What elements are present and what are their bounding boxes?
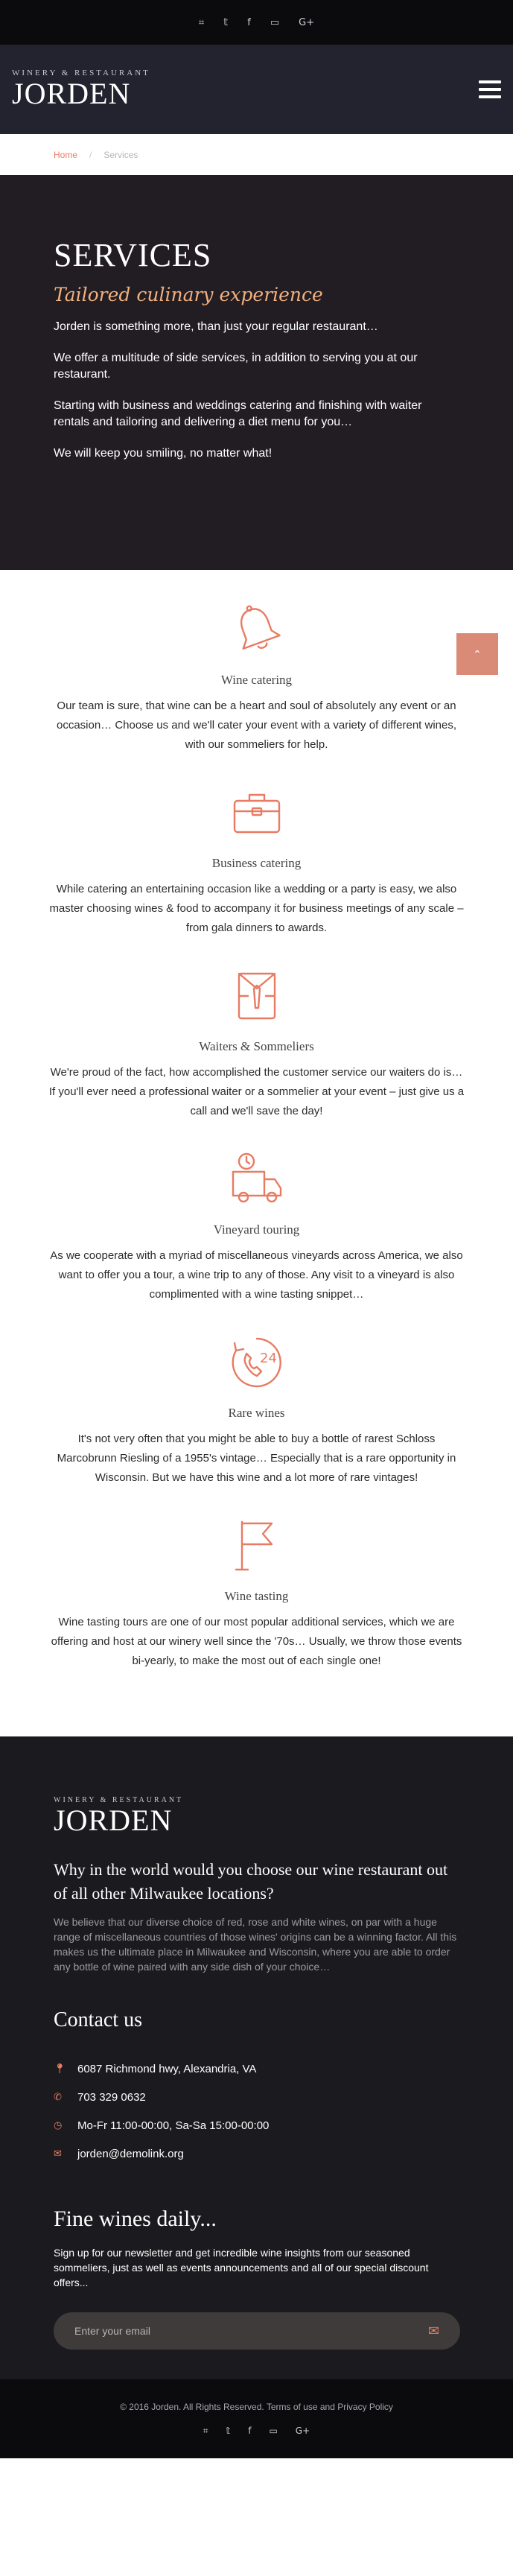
- twitter-icon[interactable]: 𝕥: [223, 16, 229, 28]
- menu-bar: [479, 95, 501, 98]
- service-text: Wine tasting tours are one of our most popular additional services, which we are offering and host at our winery well since the '70s… Usually, we throw those events bi-yearly, to make the most out of each single one!: [51, 1616, 462, 1667]
- hero-paragraph: Starting with business and weddings catering and finishing with waiter rentals and tailoring and delivering a diet menu for you…: [54, 399, 422, 428]
- email-input[interactable]: [74, 2325, 372, 2337]
- copyright-text: © 2016 Jorden. All Rights Reserved.: [120, 2401, 264, 2412]
- google-plus-icon[interactable]: G+: [295, 2425, 310, 2436]
- footer-logo[interactable]: [54, 1796, 459, 1837]
- newsletter-heading: Fine wines daily...: [54, 2207, 217, 2231]
- site-logo[interactable]: [12, 69, 150, 110]
- breadcrumb-separator: /: [89, 149, 92, 160]
- hero-section: [0, 175, 513, 570]
- hero-paragraph: We will keep you smiling, no matter what!: [54, 447, 273, 460]
- phone-24-icon: [227, 1333, 287, 1392]
- page-title: SERVICES: [54, 237, 212, 273]
- service-text: Our team is sure, that wine can be a heart and soul of absolutely any event or an occasion… Choose us and we'll cater your event with a variety of different wines, with our sommeliers for help.: [56, 699, 457, 751]
- delivery-truck-icon: [227, 1149, 287, 1209]
- menu-bar: [479, 88, 501, 91]
- subscribe-mail-icon[interactable]: ✉: [427, 2323, 439, 2339]
- flickr-icon[interactable]: ▭: [269, 2425, 278, 2436]
- flickr-icon[interactable]: ▭: [270, 16, 280, 28]
- service-item: [48, 600, 465, 755]
- newsletter-text: Sign up for our newsletter and get incredible wine insights from our seasoned sommeliers, just as well as events announcements and all of our special discount offers...: [54, 2247, 429, 2288]
- facebook-icon[interactable]: f: [248, 2425, 252, 2436]
- contact-phone[interactable]: [54, 2083, 459, 2111]
- hero-paragraph: We offer a multitude of side services, in addition to serving you at our restaurant.: [54, 352, 418, 381]
- clock-icon: ◷: [54, 2119, 63, 2131]
- bottom-bar: [0, 2379, 513, 2458]
- google-plus-icon[interactable]: G+: [299, 16, 315, 28]
- service-item: [48, 1333, 465, 1488]
- contact-text: Mo-Fr 11:00-00:00, Sa-Sa 15:00-00:00: [77, 2119, 270, 2132]
- service-title: Vineyard touring: [213, 1222, 300, 1237]
- contact-address: [54, 2055, 459, 2083]
- service-item: [48, 1516, 465, 1671]
- logo-tagline: WINERY & RESTAURANT: [54, 1796, 184, 1804]
- bottom-social-icons: [203, 2426, 310, 2437]
- footer-about-text: We believe that our diverse choice of red, rose and white wines, on par with a huge range of miscellaneous countries of those wines' origins can be a winning factor. All this makes us the ultimate place in Milwaukee and Wisconsin, where you are able to order any bottle of wine paired with any side dish of your choice…: [54, 1916, 457, 1973]
- bell-icon: [227, 600, 287, 659]
- newsletter-form: [54, 2312, 460, 2350]
- contact-heading: Contact us: [54, 2008, 142, 2031]
- service-title: Business catering: [211, 856, 302, 870]
- service-title: Wine tasting: [224, 1589, 289, 1603]
- service-title: Rare wines: [228, 1406, 285, 1420]
- top-social-bar: [0, 0, 513, 45]
- phone-icon: ✆: [54, 2091, 62, 2103]
- map-pin-icon: 📍︎: [54, 2063, 66, 2075]
- terms-link[interactable]: Terms of use and Privacy Policy: [266, 2401, 393, 2412]
- shirt-tie-icon: [227, 966, 287, 1026]
- breadcrumb-home-link[interactable]: Home: [54, 149, 78, 160]
- service-item: [48, 1149, 465, 1304]
- breadcrumb-current: Services: [103, 149, 138, 160]
- site-footer: [0, 1736, 513, 2379]
- foursquare-icon[interactable]: ⌗: [198, 16, 205, 28]
- logo-name: JORDEN: [12, 77, 131, 110]
- hero-paragraph: Jorden is something more, than just your regular restaurant…: [54, 320, 378, 333]
- breadcrumb: [0, 134, 513, 175]
- service-title: Wine catering: [220, 673, 293, 687]
- menu-bar: [479, 80, 501, 83]
- service-text: It's not very often that you might be able to buy a bottle of rarest Schloss Marcobrunn Riesling of a 1955's vintage… Especially that is a rare opportunity in Wisconsin. But we have this wine and a lot more of rare vintages!: [57, 1433, 456, 1484]
- flag-icon: [227, 1516, 287, 1576]
- contact-hours: [54, 2111, 459, 2139]
- foursquare-icon[interactable]: ⌗: [203, 2425, 208, 2436]
- contact-text: 6087 Richmond hwy, Alexandria, VA: [77, 2062, 257, 2075]
- contact-text: jorden@demolink.org: [77, 2147, 184, 2160]
- services-list: [0, 570, 513, 1736]
- contact-text: 703 329 0632: [77, 2090, 146, 2104]
- service-text: As we cooperate with a myriad of miscellaneous vineyards across America, we also want to offer you a tour, a wine trip to any of those. Any visit to a vineyard is also complimented with a wine tasting snippet…: [50, 1249, 463, 1301]
- logo-name: JORDEN: [54, 1803, 173, 1837]
- scroll-to-top-button[interactable]: ⌃: [456, 633, 498, 675]
- copyright: [120, 2402, 393, 2412]
- service-text: While catering an entertaining occasion like a wedding or a party is easy, we also master choosing wines & food to accompany it for business meetings of any scale – from gala dinners to awards.: [49, 883, 464, 934]
- footer-heading: Why in the world would you choose our wine restaurant out of all other Milwaukee locations?: [54, 1860, 448, 1903]
- contact-list: [54, 2055, 459, 2168]
- twitter-icon[interactable]: 𝕥: [226, 2425, 231, 2436]
- mail-icon: ✉: [54, 2148, 62, 2160]
- site-header: [0, 45, 513, 134]
- menu-toggle-icon[interactable]: [479, 80, 501, 98]
- briefcase-icon: [227, 783, 287, 843]
- logo-tagline: WINERY & RESTAURANT: [12, 69, 150, 77]
- contact-email[interactable]: [54, 2139, 459, 2168]
- service-title: Waiters & Sommeliers: [199, 1039, 314, 1053]
- icon-24-label: 24: [259, 1351, 277, 1366]
- service-item: [48, 966, 465, 1121]
- service-text: We're proud of the fact, how accomplished the customer service our waiters do is… If you'll ever need a professional waiter or a sommelier at your event – just give us a call and we'll save the day!: [48, 1066, 465, 1117]
- page-subtitle: Tailored culinary experience: [54, 284, 323, 305]
- service-item: [48, 783, 465, 938]
- facebook-icon[interactable]: f: [247, 16, 251, 28]
